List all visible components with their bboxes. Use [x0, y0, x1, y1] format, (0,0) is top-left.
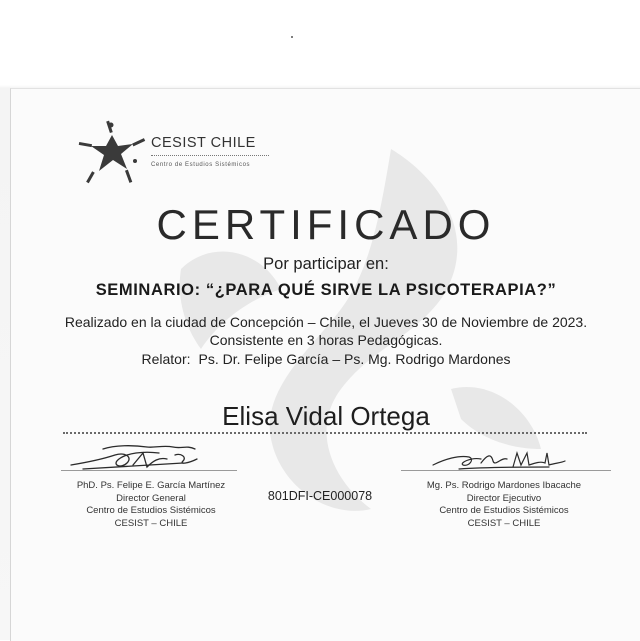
certificate-paper	[10, 88, 640, 641]
right-signatory-role: Director Ejecutivo	[466, 492, 542, 504]
left-signatory-role: Director General	[116, 492, 186, 504]
intro-text: Por participar en:	[263, 255, 389, 273]
certificate-code: 801DFI-CE000078	[267, 489, 373, 503]
recipient-dotted-line	[63, 432, 587, 434]
left-signature-line	[61, 470, 237, 471]
certificate-title: CERTIFICADO	[156, 201, 496, 248]
logo-subtitle: Centro de Estudios Sistémicos	[151, 162, 251, 168]
left-signatory-name: PhD. Ps. Felipe E. García Martínez	[76, 480, 226, 491]
scan-speck	[291, 36, 293, 38]
relator-label: Relator:	[141, 351, 191, 367]
right-signature-line	[401, 470, 611, 471]
star-figure-logo-icon	[75, 119, 149, 187]
recipient-name: Elisa Vidal Ortega	[222, 401, 430, 431]
left-signature	[63, 439, 243, 473]
left-signatory-org: Centro de Estudios Sistémicos	[86, 505, 216, 516]
right-signatory-place: CESIST – CHILE	[467, 517, 541, 529]
right-signatory-name: Mg. Ps. Rodrigo Mardones Ibacache	[426, 480, 582, 491]
right-signatory-block	[389, 480, 619, 530]
logo-title: CESIST CHILE	[151, 135, 256, 151]
relator-names: Ps. Dr. Felipe García – Ps. Mg. Rodrigo Mardones	[198, 351, 511, 367]
duration-line: Consistente en 3 horas Pedagógicas.	[209, 332, 443, 348]
location-line: Realizado en la ciudad de Concepción – Chile, el Jueves 30 de Noviembre de 2023.	[64, 314, 588, 330]
logo-divider	[151, 155, 269, 156]
seminar-title: SEMINARIO: “¿PARA QUÉ SIRVE LA PSICOTERAPIA?”	[95, 281, 557, 299]
relator-line	[11, 351, 640, 367]
right-signatory-org: Centro de Estudios Sistémicos	[439, 505, 569, 516]
left-signatory-place: CESIST – CHILE	[114, 517, 188, 529]
left-signatory-block	[51, 480, 251, 530]
